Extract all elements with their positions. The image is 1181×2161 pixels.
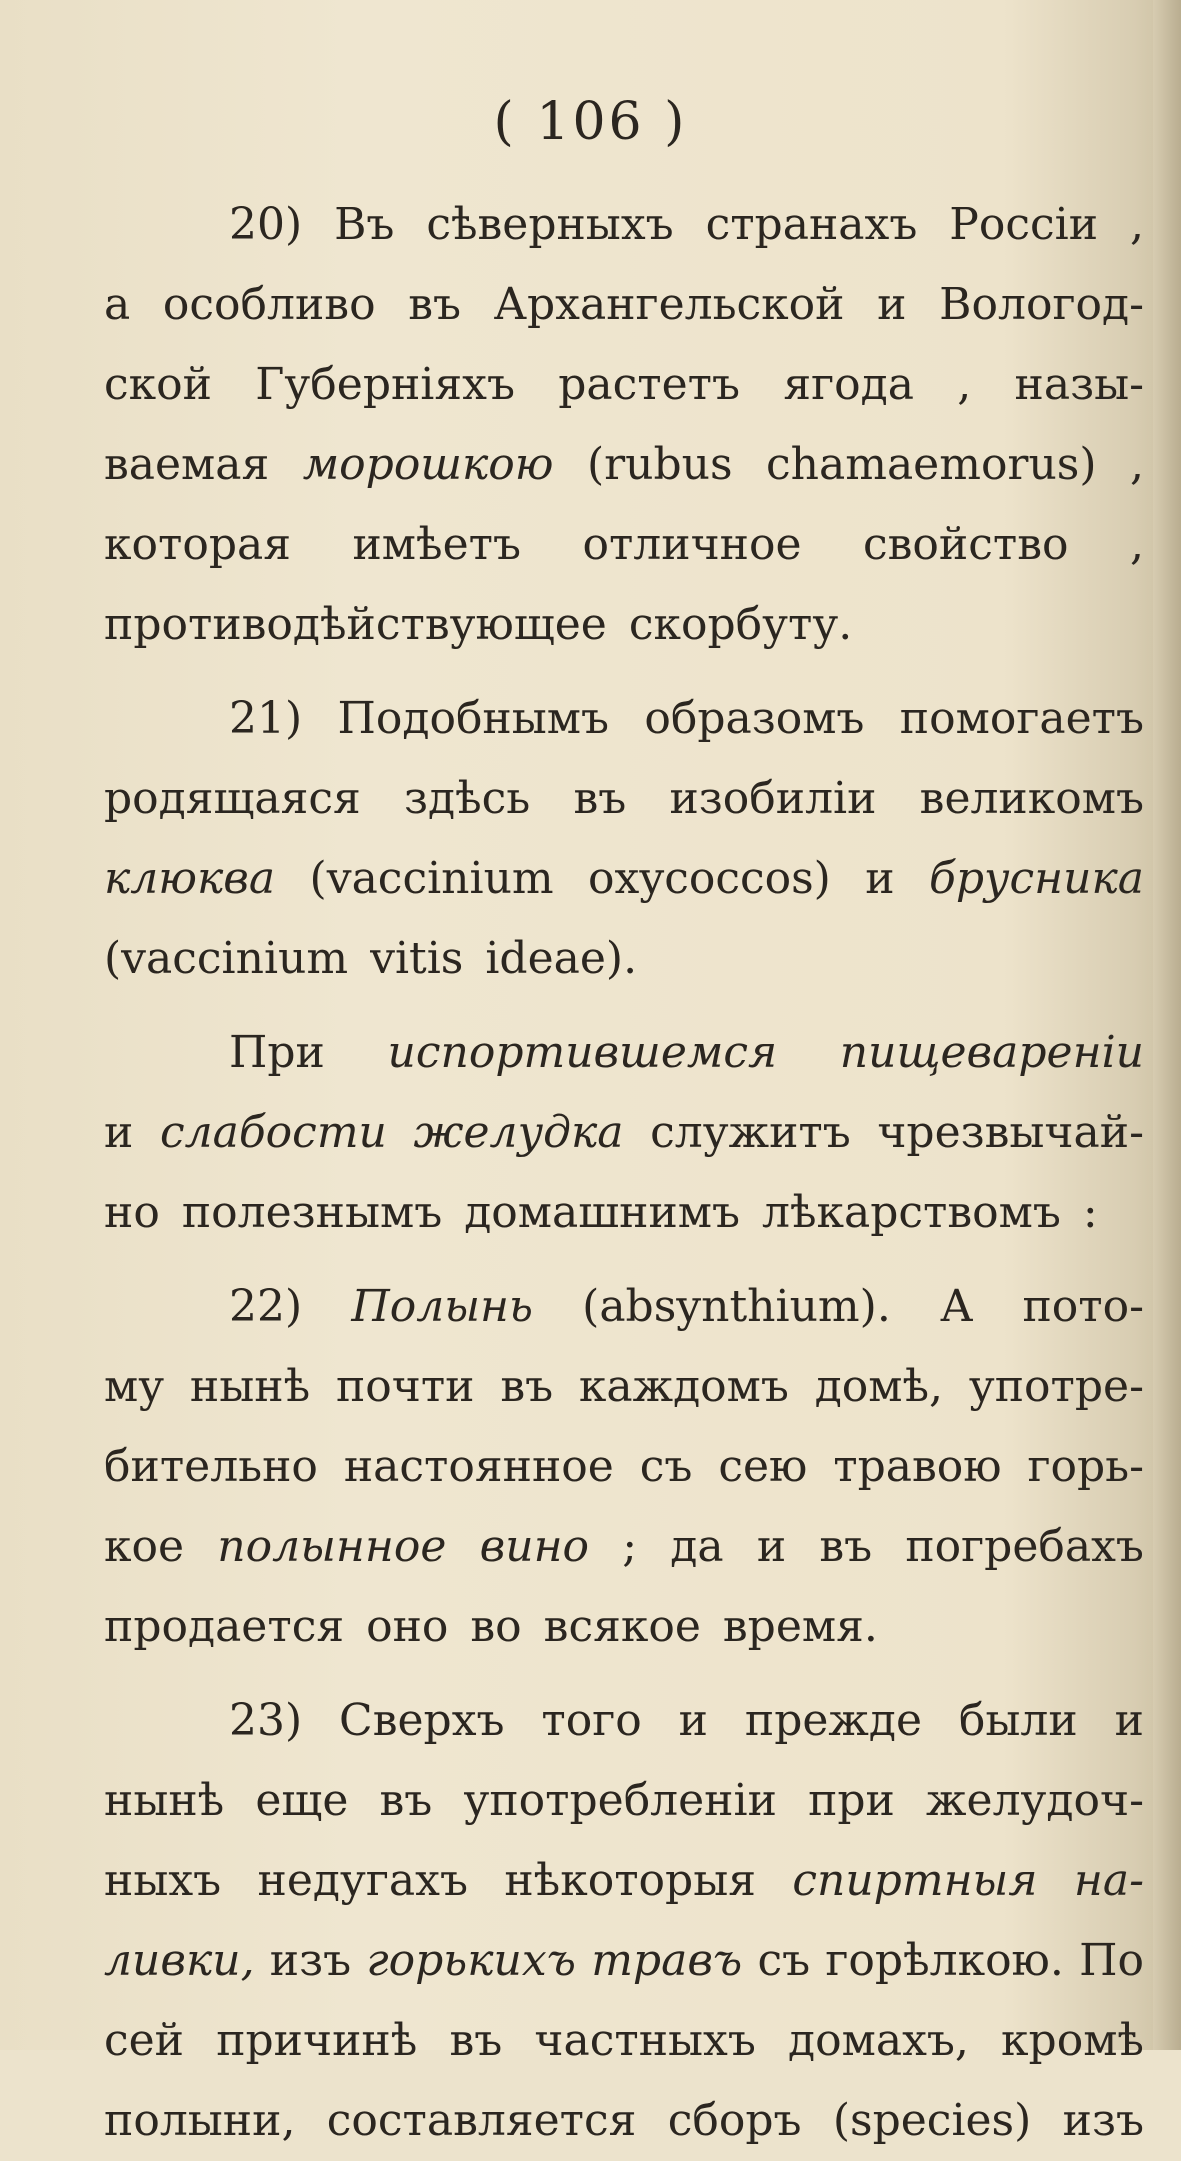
word: сѣверныхъ (426, 199, 674, 250)
word: оно (366, 1601, 449, 1652)
word: (absynthium). (582, 1281, 891, 1332)
text-line (104, 345, 1144, 425)
text-line (104, 1841, 1144, 1921)
word: По (1079, 1935, 1144, 1986)
word: полезнымъ (181, 1187, 443, 1238)
text-line (104, 1761, 1144, 1841)
word: и (865, 853, 895, 904)
text-line (104, 759, 1144, 839)
word: кромѣ (1001, 2015, 1144, 2066)
word: съ (757, 1935, 811, 1986)
word: того (541, 1695, 642, 1746)
word: нынѣ (104, 1775, 225, 1826)
word: великомъ (919, 773, 1144, 824)
word: причинѣ (216, 2015, 418, 2066)
word: , (1130, 519, 1144, 570)
word: составляется (326, 2095, 637, 2146)
text-line (104, 839, 1144, 919)
word: домѣ, (814, 1361, 944, 1412)
word: полыни, (104, 2095, 296, 2146)
word: бительно (104, 1441, 318, 1492)
word: погребахъ (905, 1521, 1144, 1572)
paragraph-p22 (104, 1267, 1144, 1667)
word: : (1082, 1187, 1098, 1238)
word: и (1114, 1695, 1144, 1746)
word: полынное (217, 1521, 447, 1572)
word: всякое (543, 1601, 701, 1652)
word: ливки, (104, 1935, 255, 1986)
word: , (957, 359, 972, 410)
word: ягода (783, 359, 914, 410)
word: и (104, 1107, 134, 1158)
word: , (1129, 199, 1144, 250)
word: ваемая (104, 439, 270, 490)
paragraph-p23 (104, 1681, 1144, 2161)
word: Россіи (949, 199, 1099, 250)
word: пото- (1022, 1281, 1144, 1332)
word: 22) (229, 1281, 303, 1332)
text-line (104, 1173, 1144, 1253)
word: , (1130, 439, 1144, 490)
word: еще (255, 1775, 349, 1826)
word: (vaccinium (104, 933, 349, 984)
word: ideae). (485, 933, 638, 984)
word: А (939, 1281, 974, 1332)
text-line (104, 679, 1144, 759)
text-line (104, 1013, 1144, 1093)
word: пищевареніи (839, 1027, 1144, 1078)
word: имѣетъ (352, 519, 521, 570)
word: употребленіи (463, 1775, 777, 1826)
word: oxycoccos) (588, 853, 831, 904)
word: скорбуту. (628, 599, 853, 650)
text-line (104, 1427, 1144, 1507)
word: травъ (591, 1935, 743, 1986)
word: во (470, 1601, 522, 1652)
word: лѣкарствомъ (762, 1187, 1061, 1238)
word: (vaccinium (309, 853, 554, 904)
word: желудоч- (926, 1775, 1144, 1826)
word: горѣлкою. (825, 1935, 1064, 1986)
word: въ (500, 1361, 554, 1412)
word: Полынь (351, 1281, 533, 1332)
word: (species) (832, 2095, 1032, 2146)
word: растетъ (558, 359, 741, 410)
word: были (958, 1695, 1078, 1746)
word: странахъ (705, 199, 918, 250)
word: Вологод- (939, 279, 1144, 330)
word: сборъ (667, 2095, 802, 2146)
word: травою (833, 1441, 1002, 1492)
word: служитъ (650, 1107, 851, 1158)
word: 20) (229, 199, 303, 250)
text-line (104, 425, 1144, 505)
word: 21) (229, 693, 303, 744)
text-line (104, 2081, 1144, 2161)
word: ныхъ (104, 1855, 222, 1906)
text-line (104, 265, 1144, 345)
word: сею (718, 1441, 808, 1492)
word: въ (379, 1775, 433, 1826)
word: въ (449, 2015, 503, 2066)
text-line (104, 2001, 1144, 2081)
text-line (104, 185, 1144, 265)
word: особливо (162, 279, 376, 330)
word: vitis (370, 933, 464, 984)
word: на- (1073, 1855, 1144, 1906)
word: изобиліи (669, 773, 877, 824)
word: и (756, 1521, 787, 1572)
word: съ (639, 1441, 693, 1492)
word: время. (722, 1601, 878, 1652)
word: (rubus (586, 439, 733, 490)
word: недугахъ (257, 1855, 468, 1906)
paragraph-p20 (104, 185, 1144, 665)
word: Архангельской (493, 279, 845, 330)
text-line (104, 1267, 1144, 1347)
word: Подобнымъ (337, 693, 609, 744)
paragraph-p21 (104, 679, 1144, 999)
word: образомъ (644, 693, 865, 744)
text-line (104, 1587, 1144, 1667)
paragraph-p-pri (104, 1013, 1144, 1253)
word: продается (104, 1601, 345, 1652)
page-edge (1153, 0, 1181, 2050)
word: ; (622, 1521, 638, 1572)
word: сей (104, 2015, 185, 2066)
word: употре- (968, 1361, 1144, 1412)
word: свойство (863, 519, 1069, 570)
word: но (104, 1187, 160, 1238)
text-line (104, 1347, 1144, 1427)
word: При (229, 1027, 325, 1078)
word: частныхъ (534, 2015, 756, 2066)
word: горькихъ (366, 1935, 576, 1986)
word: спиртныя (792, 1855, 1038, 1906)
word: каждомъ (578, 1361, 789, 1412)
word: морошкою (302, 439, 554, 490)
word: помогаетъ (899, 693, 1144, 744)
word: изъ (269, 1935, 352, 1986)
word: Сверхъ (339, 1695, 505, 1746)
word: да (670, 1521, 724, 1572)
word: 23) (229, 1695, 303, 1746)
word: нѣкоторыя (504, 1855, 756, 1906)
word: нынѣ (189, 1361, 311, 1412)
word: почти (335, 1361, 475, 1412)
word: кое (104, 1521, 185, 1572)
word: назы- (1014, 359, 1144, 410)
word: вино (479, 1521, 590, 1572)
text-line (104, 1507, 1144, 1587)
word: испортившемся (387, 1027, 778, 1078)
word: клюква (104, 853, 276, 904)
word: въ (408, 279, 461, 330)
word: слабости (159, 1107, 387, 1158)
word: въ (819, 1521, 873, 1572)
word: Въ (334, 199, 395, 250)
page-number-header: ( 106 ) (493, 92, 688, 152)
word: настоянное (343, 1441, 614, 1492)
word: брусника (928, 853, 1144, 904)
word: родящаяся (104, 773, 361, 824)
word: здѣсь (404, 773, 531, 824)
text-line (104, 1921, 1144, 2001)
body-text (104, 185, 1144, 2161)
word: а (104, 279, 131, 330)
word: chamaemorus) (766, 439, 1097, 490)
word: при (808, 1775, 895, 1826)
word: домахъ, (788, 2015, 969, 2066)
word: горь- (1027, 1441, 1144, 1492)
word: желудка (413, 1107, 624, 1158)
word: и (877, 279, 907, 330)
word: въ (573, 773, 627, 824)
word: и (678, 1695, 708, 1746)
word: Губерніяхъ (255, 359, 515, 410)
word: отличное (582, 519, 802, 570)
word: противодѣйствующее (104, 599, 607, 650)
word: домашнимъ (464, 1187, 741, 1238)
word: прежде (744, 1695, 923, 1746)
text-line (104, 919, 1144, 999)
text-line (104, 1093, 1144, 1173)
word: ской (104, 359, 212, 410)
text-line (104, 505, 1144, 585)
word: му (104, 1361, 165, 1412)
text-line (104, 1681, 1144, 1761)
word: чрезвычай- (877, 1107, 1144, 1158)
word: которая (104, 519, 291, 570)
word: изъ (1062, 2095, 1144, 2146)
text-line (104, 585, 1144, 665)
